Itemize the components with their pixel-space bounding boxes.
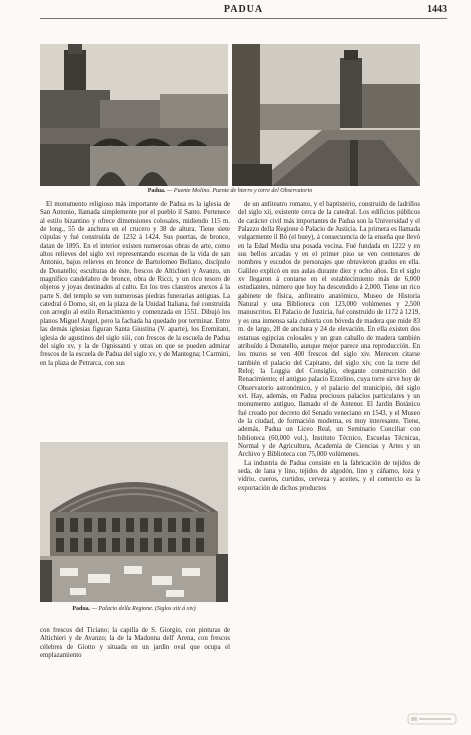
- right-column-text: [238, 201, 420, 691]
- caption-bottom-figure: [40, 606, 228, 612]
- running-title: PADUA: [223, 4, 264, 15]
- bottom-left-paragraph: con frescos del Ticiano; la capilla de S. Giorgio, con pinturas de Altichieri y de Avanzo; la de la Madonna dell' Arena, con frescos célebres de Giotto y situada en un jardín oval que ocupa el emplazamiento: [40, 627, 230, 660]
- caption-top-figure: [40, 188, 420, 194]
- right-paragraph-2: La industria de Padua consiste en la fabricación de tejidos de seda, de lana y lino, tejidos de algodón, lino y cáñamo, loza y vidrio, cueros, curtidos, cerveza y aceites, y el comercio es la exportación de dichos productos: [238, 459, 420, 492]
- page-number: 1443: [427, 4, 447, 15]
- left-paragraph: El monumento religioso más importante de Padua es la iglesia de San Antonio, llamada simplemente por el pueblo il Santo. Pertenece al estilo bizantino y ofrece dimensiones colosales, midiendo 115 m. de long., 55 de anchura en el crucero y 38 de altura. Tiene siete cúpulas y fué construída de 1232 á 1424. Sus puertas, de bronce, datan de 1895. En el interior existen numerosas obras de arte, como altos relieves del siglo xvi representando escenas de la vida de san Antonio, bajos relieves en bronce de Bartolomeo Bellano, discípulo de Donatello; esculturas de éste, frescos de Altichieri y Avanzo, un magnífico candelabro de bronce, obra de Ricci, y un rico tesoro de objetos y joyas destinados al culto. En los tres claustros anexos á la parte S. del templo se ven numerosas piedras funerarias antiguas. La catedral ó Domo, sit, en la plaza de la Unidad Italiana, fué construída con arreglo al estilo Renacimiento y comenzada en 1551. Dibujó los planos Miguel Angel, pero la fachada ha quedado por terminar. Entre las demás iglesias figuran Santa Giustina (V. aparte), los Eremitani, iglesia de agustinos del siglo xiii, con frescos de la escuela de Padua del siglo xv, y la de Ognissanti y otras en que se pueden admirar frescos de la escuela de Padua del siglo xv, y de Mantegna; l Carmini, en la plaza de Petrarca, con sus: [40, 201, 230, 367]
- page-header: [40, 4, 447, 19]
- caption-top-text: — Puente Molino. Puente de hierro y torre del Observatorio: [167, 188, 313, 194]
- photo-puente-molino: [40, 44, 228, 186]
- watermark-logo: [407, 711, 457, 727]
- caption-top-lead: Padua.: [147, 188, 166, 194]
- bottom-left-column-text: [40, 627, 230, 691]
- right-paragraph-1: de un anfiteatro romano, y el baptisterio, construído de ladrillos del siglo xii, existente cerca de la catedral. Los edificios públicos de carácter civil más importantes de Padua son la Universidad y el Palazzo della Regione ó Palacio de Justicia. La primera es llamada vulgarmente il Bò (el buey), á consecuencia de la enseña que llevó en la Edad Media una posada vecina. Fué fundada en 1222 y en sus bellos arcadas y en el primer piso se ven centenares de nombres y escudos de personajes que obtuvieron grados en ella. Galileo explicó en sus aulas durante diez y ocho años. En el siglo xv llegaron á contarse en el establecimiento más de 6,000 estudiantes, número que hoy ha descendido á 2,000. Tiene un rico gabinete de física, anfiteatro anatómico, Museo de Historia Natural y una Biblioteca con 123,000 volúmenes y 2,500 manuscritos. El Palacio de Justicia, fué construído de 1172 á 1219, y es una inmensa sala cubierta con bóveda de madera que mide 83 m. de largo, 28 de anchura y 24 de elevación. En ella existen dos estatuas egipcias colosales y un gran caballo de madera también atribuído á Donatello, aunque mejor parece una reproducción. En los muros se ven 400 frescos del siglo xiv. Merecen citarse también el palacio del Capitano, del siglo xiv, con la torre del Reloj; la Loggia del Consiglio, elegante construcción del Renacimiento; el antiguo palacio Ezzelino, cuya torre sirve hoy de Observatorio astronómico, y el palacio del municipio, del siglo xvi. Hay, además, en Padua preciosos palacios particulares y un monumento antiguo, llamado el de Antenor. El Jardín Botánico fué creado por decreto del Senado veneciano en 1543, y el Museo de la ciudad, de formación moderna, es muy interesante. Tiene, además, Padua un Liceo Real, un Seminario Conciliar con biblioteca (60,000 vol.), Instituto Técnico, Escuelas Técnicas, Normal y de Agricultura, Academia de Ciencias y Artes y un Archivo y Biblioteca con 75,000 volúmenes.: [238, 201, 420, 459]
- photo-palazzo-della-regione: [40, 442, 228, 602]
- caption-bottom-lead: Padua.: [72, 606, 91, 612]
- photo-torre-observatorio: [232, 44, 420, 186]
- caption-bottom-text: — Palacio della Regione. (Siglos xiii á xiv): [91, 606, 196, 612]
- left-column-text: [40, 201, 230, 435]
